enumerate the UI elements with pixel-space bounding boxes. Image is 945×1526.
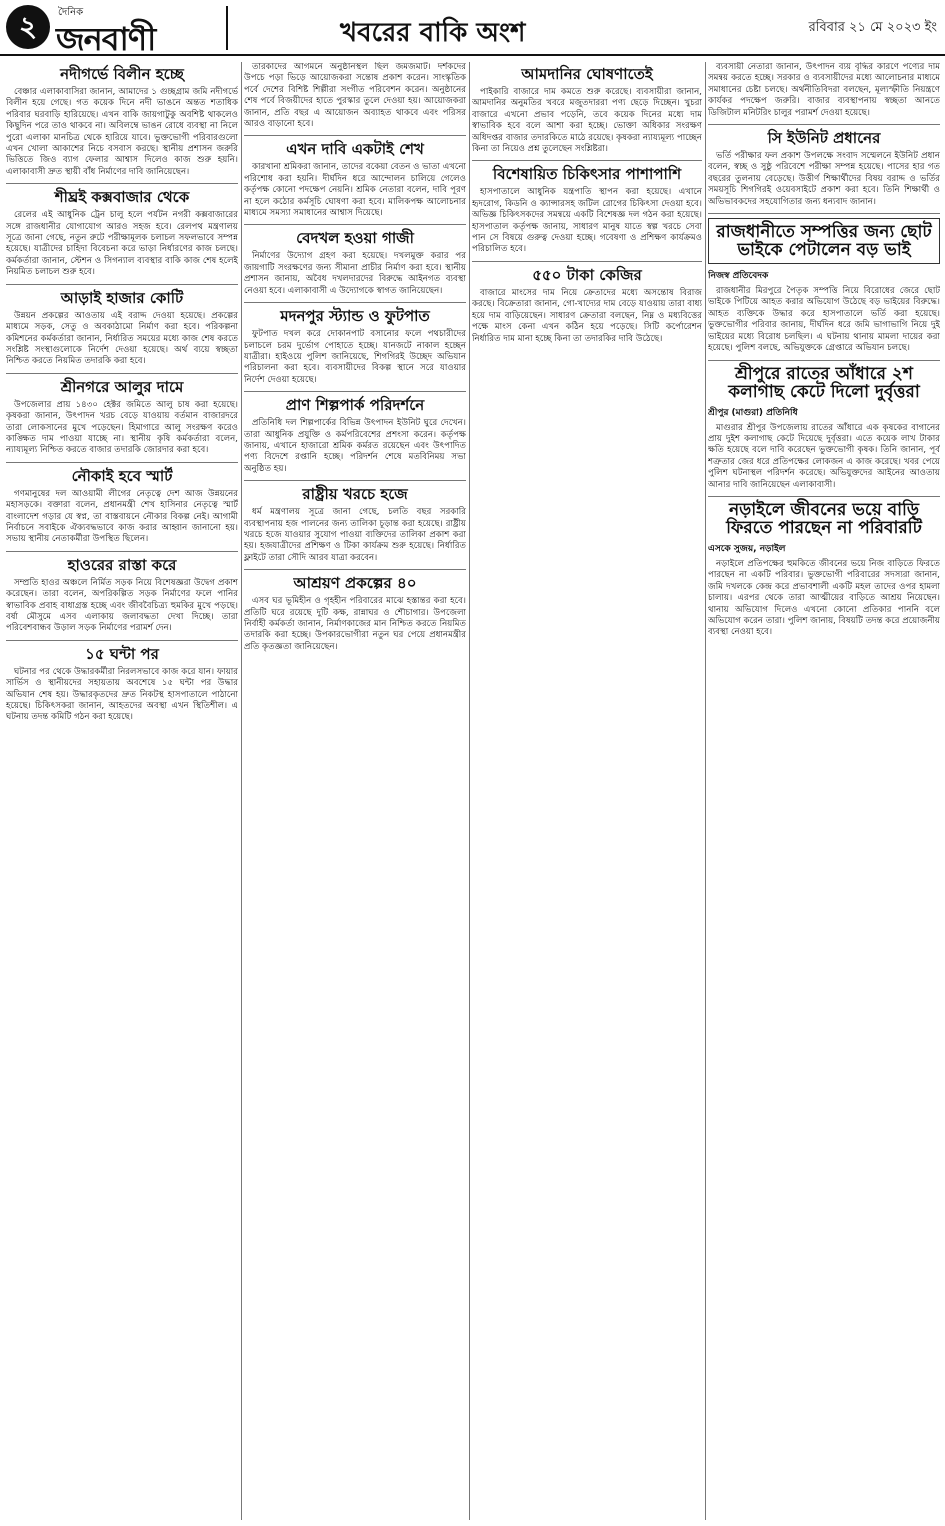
- story: [6, 556, 238, 635]
- story: [708, 501, 940, 639]
- divider: [244, 224, 466, 225]
- column-4: [708, 62, 940, 1522]
- story-body: সম্প্রতি হাওর অঞ্চলে নির্মিত সড়ক নিয়ে বিশেষজ্ঞরা উদ্বেগ প্রকাশ করেছেন। তারা বলেন, অপরিকল্পিত সড়ক নির্মাণের ফলে পানির স্বাভাবিক প্রবাহ বাধাগ্রস্ত হচ্ছে এবং জীববৈচিত্র্য হুমকির মুখে পড়ছে। বর্ষা মৌসুমে এসব এলাকায় জলাবদ্ধতা দেখা দিচ্ছে। তারা পরিবেশবান্ধব উড়াল সড়ক নির্মাণের পরামর্শ দেন।: [6, 577, 238, 634]
- divider: [708, 124, 940, 125]
- page-number: ২: [6, 5, 50, 49]
- headline: প্রাণ শিল্পপার্ক পরিদর্শনে: [285, 396, 425, 415]
- story-body: নির্মাণের উদ্যোগ গ্রহণ করা হয়েছে। দখলমুক্ত করার পর জায়গাটি সংরক্ষণের জন্য সীমানা প্রাচীর নির্মাণ করা হবে। স্থানীয় প্রশাসন জানায়, অবৈধ দখলদারদের বিরুদ্ধে আইনগত ব্যবস্থা নেওয়া হবে। এলাকাবাসী এ উদ্যোগকে স্বাগত জানিয়েছেন।: [244, 251, 466, 296]
- divider: [708, 360, 940, 361]
- divider: [244, 480, 466, 481]
- divider: [244, 135, 466, 136]
- byline: শ্রীপুর (মাগুরা) প্রতিনিধি: [708, 407, 798, 418]
- headline: শীঘ্রই কক্সবাজার থেকে: [54, 188, 190, 207]
- divider: [6, 183, 238, 184]
- headline: মদনপুর স্ট্যান্ড ও ফুটপাত: [280, 307, 430, 326]
- story-body: গণমানুষের দল আওয়ামী লীগের নেতৃত্বে দেশ আজ উন্নয়নের মহাসড়কে। বক্তারা বলেন, প্রধানমন্ত্রী শেখ হাসিনার নেতৃত্বে স্মার্ট বাংলাদেশ গড়ার যে স্বপ্ন, তা বাস্তবায়নে নৌকার বিকল্প নেই। আগামী নির্বাচনে সবাইকে ঐক্যবদ্ধভাবে কাজ করার আহ্বান জানানো হয়। সভায় স্থানীয় নেতাকর্মীরা উপস্থিত ছিলেন।: [6, 488, 238, 545]
- story-body: বাজারে মাংসের দাম নিয়ে ক্রেতাদের মধ্যে অসন্তোষ বিরাজ করছে। বিক্রেতারা জানান, গো-খাদ্যের দাম বেড়ে যাওয়ায় তারা বাধ্য হয়ে দাম বাড়িয়েছেন। সাধারণ ক্রেতারা বলছেন, নিম্ন ও মধ্যবিত্তের পক্ষে মাংস কেনা এখন কঠিন হয়ে পড়েছে। সিটি কর্পোরেশন নির্ধারিত দাম মানা হচ্ছে কিনা তা তদারকির দাবি উঠেছে।: [472, 287, 702, 344]
- column-divider: [469, 62, 470, 1520]
- masthead-divider: [226, 6, 228, 50]
- divider: [244, 302, 466, 303]
- divider: [708, 496, 940, 497]
- headline: বিশেষায়িত চিকিৎসার পাশাপাশি: [492, 165, 682, 184]
- story-body: তারকাদের আগমনে অনুষ্ঠানস্থল ছিল জমজমাট। দর্শকদের উপচে পড়া ভিড়ে আয়োজকরা সন্তোষ প্রকাশ করেন। সাংস্কৃতিক পর্বে দেশের বিশিষ্ট শিল্পীরা সংগীত পরিবেশন করেন। অনুষ্ঠানের শেষ পর্বে বিজয়ীদের হাতে পুরস্কার তুলে দেওয়া হয়। আয়োজকরা জানান, প্রতি বছর এ আয়োজন অব্যাহত থাকবে এবং পরিসর আরও বাড়ানো হবে।: [244, 62, 466, 130]
- story-body: ধর্ম মন্ত্রণালয় সূত্রে জানা গেছে, চলতি বছর সরকারি ব্যবস্থাপনায় হজ পালনের জন্য তালিকা চূড়ান্ত করা হয়েছে। রাষ্ট্রীয় খরচে হজে যাওয়ার সুযোগ পাওয়া ব্যক্তিদের তালিকা প্রকাশ করা হয়। হজযাত্রীদের প্রশিক্ষণ ও টিকা কার্যক্রম শুরু হয়েছে। নির্ধারিত ফ্লাইটে তারা সৌদি আরব যাত্রা করবেন।: [244, 507, 466, 563]
- story: [6, 65, 238, 178]
- headline: হাওরের রাস্তা করে: [67, 555, 177, 574]
- story: [244, 574, 466, 653]
- column-divider: [241, 62, 242, 1520]
- story-body: কারখানা শ্রমিকরা জানান, তাদের বকেয়া বেতন ও ভাতা এখনো পরিশোধ করা হয়নি। দীর্ঘদিন ধরে আন্দোলন চালিয়ে গেলেও কর্তৃপক্ষ কোনো পদক্ষেপ নেয়নি। শ্রমিক নেতারা বলেন, দাবি পূরণ না হলে কঠোর কর্মসূচি ঘোষণা করা হবে। মালিকপক্ষ আলোচনার মাধ্যমে সমস্যা সমাধানের আশ্বাস দিয়েছে।: [244, 162, 466, 219]
- headline: রাজধানীতে সম্পত্তির জন্য ছোট ভাইকে পেটালেন বড় ভাই: [708, 218, 940, 264]
- story: [6, 645, 238, 724]
- story-body: ভর্তি পরীক্ষার ফল প্রকাশ উপলক্ষে সংবাদ সম্মেলনে ইউনিট প্রধান বলেন, স্বচ্ছ ও সুষ্ঠু পরিবেশে পরীক্ষা সম্পন্ন হয়েছে। পাসের হার গত বছরের তুলনায় বেড়েছে। উত্তীর্ণ শিক্ষার্থীদের বিষয় বরাদ্দ ও ভর্তির সময়সূচি শিগগিরই ওয়েবসাইটে প্রকাশ করা হবে। তিনি শিক্ষার্থী ও অভিভাবকদের সহযোগিতার জন্য ধন্যবাদ জানান।: [708, 151, 940, 207]
- byline: এসকে সুজয়, নড়াইল: [708, 543, 786, 554]
- story: [708, 365, 940, 491]
- story-body: এসব ঘর ভূমিহীন ও গৃহহীন পরিবারের মাঝে হস্তান্তর করা হবে। প্রতিটি ঘরে রয়েছে দুটি কক্ষ, রান্নাঘর ও শৌচাগার। উপজেলা নির্বাহী কর্মকর্তা জানান, নির্মাণকাজের মান নিশ্চিত করতে নিয়মিত তদারকি করা হচ্ছে। উপকারভোগীরা নতুন ঘর পেয়ে প্রধানমন্ত্রীর প্রতি কৃতজ্ঞতা জানিয়েছেন।: [244, 596, 466, 652]
- story: [244, 485, 466, 564]
- divider: [472, 160, 702, 161]
- headline: নদীগর্ভে বিলীন হচ্ছে: [60, 65, 184, 83]
- story: [244, 140, 466, 219]
- headline: আমদানির ঘোষণাতেই: [521, 65, 653, 83]
- column-2: [244, 62, 466, 1522]
- page-date: রবিবার ২১ মে ২০২৩ ইং: [808, 20, 937, 35]
- divider: [708, 213, 940, 214]
- divider: [6, 373, 238, 374]
- story-body: হাসপাতালে আধুনিক যন্ত্রপাতি স্থাপন করা হয়েছে। এখানে হৃদরোগ, কিডনি ও ক্যান্সারসহ জটিল রোগের চিকিৎসা দেওয়া হবে। অভিজ্ঞ চিকিৎসকদের সমন্বয়ে একটি বিশেষজ্ঞ দল গঠন করা হয়েছে। হাসপাতাল কর্তৃপক্ষ জানায়, সাধারণ মানুষ যাতে স্বল্প খরচে সেবা পান সে বিষয়ে গুরুত্ব দেওয়া হচ্ছে। গবেষণা ও প্রশিক্ষণ কার্যক্রমও পরিচালিত হবে।: [472, 187, 702, 255]
- masthead: [0, 0, 945, 56]
- headline: বেদখল হওয়া গাজী: [296, 229, 414, 248]
- headline: এখন দাবি একটাই শেখ: [286, 140, 424, 159]
- byline: নিজস্ব প্রতিবেদক: [708, 271, 769, 282]
- divider: [6, 640, 238, 641]
- divider: [244, 391, 466, 392]
- column-3: [472, 62, 702, 1522]
- column-1: [6, 62, 238, 1522]
- story: [244, 62, 466, 130]
- headline: ৫৫০ টাকা কেজির: [532, 265, 642, 284]
- page-title: খবরের বাকি অংশ: [340, 18, 526, 48]
- headline: শ্রীপুরে রাতের আঁধারে ২শ কলাগাছ কেটে দিলো দুর্বৃত্তরা: [728, 363, 920, 402]
- divider: [6, 284, 238, 285]
- story: [244, 229, 466, 297]
- story: [6, 188, 238, 278]
- story: [472, 165, 702, 255]
- story-body: রাজধানীর মিরপুরে পৈতৃক সম্পত্তি নিয়ে বিরোধের জেরে ছোট ভাইকে পিটিয়ে আহত করার অভিযোগ উঠেছে বড় ভাইয়ের বিরুদ্ধে। আহত ব্যক্তিকে উদ্ধার করে হাসপাতালে ভর্তি করা হয়েছে। ভুক্তভোগীর পরিবার জানায়, দীর্ঘদিন ধরে জমি ভাগাভাগি নিয়ে দুই ভাইয়ের মধ্যে বিরোধ চলছিল। এ ঘটনায় থানায় মামলা দায়ের করা হয়েছে। পুলিশ বলছে, অভিযুক্তকে গ্রেপ্তারে অভিযান চলছে।: [708, 286, 940, 354]
- headline: রাষ্ট্রীয় খরচে হজে: [302, 485, 408, 504]
- story: [6, 289, 238, 368]
- newspaper-logo: জনবাণী: [56, 20, 156, 58]
- story: [244, 307, 466, 386]
- divider: [244, 569, 466, 570]
- story-body: রেলের এই আধুনিক ট্রেন চালু হলে পর্যটন নগরী কক্সবাজারের সঙ্গে রাজধানীর যোগাযোগ আরও সহজ হবে। রেলপথ মন্ত্রণালয় সূত্রে জানা গেছে, নতুন রুটে পরীক্ষামূলক চলাচল সফলভাবে সম্পন্ন হয়েছে। যাত্রীদের চাহিদা বিবেচনা করে ভাড়া নির্ধারণের কাজ চলছে। কর্মকর্তারা জানান, স্টেশন ও সিগন্যাল ব্যবস্থার বাকি কাজ শেষ হলেই নিয়মিত চলাচল শুরু হবে।: [6, 210, 238, 278]
- story-body: উন্নয়ন প্রকল্পের আওতায় এই বরাদ্দ দেওয়া হয়েছে। প্রকল্পের মাধ্যমে সড়ক, সেতু ও অবকাঠামো নির্মাণ করা হবে। পরিকল্পনা কমিশনের কর্মকর্তারা জানান, নির্ধারিত সময়ের মধ্যে কাজ শেষ করতে সংশ্লিষ্ট সংস্থাগুলোকে নির্দেশ দেওয়া হয়েছে। অর্থ ব্যয়ে স্বচ্ছতা নিশ্চিত করতে নিয়মিত তদারকি করা হবে।: [6, 310, 238, 367]
- story: [708, 129, 940, 208]
- headline: নৌকাই হবে স্মার্ট: [71, 466, 173, 485]
- story: [708, 218, 940, 354]
- divider: [6, 462, 238, 463]
- story: [6, 467, 238, 546]
- story-body: পাইকারি বাজারে দাম কমতে শুরু করেছে। ব্যবসায়ীরা জানান, আমদানির অনুমতির খবরে মজুতদাররা পণ্য ছেড়ে দিচ্ছেন। খুচরা বাজারে এখনো প্রভাব পড়েনি, তবে কয়েক দিনের মধ্যে দাম স্বাভাবিক হবে বলে আশা করা হচ্ছে। ভোক্তা অধিকার সংরক্ষণ অধিদপ্তর বাজার তদারকিতে মাঠে রয়েছে। কৃষকরা ন্যায্যমূল্য পাচ্ছেন কিনা তা নিয়েও প্রশ্ন তুলেছেন সংশ্লিষ্টরা।: [472, 87, 702, 155]
- divider: [472, 261, 702, 262]
- story-body: প্রতিনিধি দল শিল্পপার্কের বিভিন্ন উৎপাদন ইউনিট ঘুরে দেখেন। তারা আধুনিক প্রযুক্তি ও কর্মপরিবেশের প্রশংসা করেন। কর্তৃপক্ষ জানায়, এখানে হাজারো শ্রমিক কর্মরত রয়েছেন এবং উৎপাদিত পণ্য বিদেশে রপ্তানি হচ্ছে। পরিদর্শন শেষে মতবিনিময় সভা অনুষ্ঠিত হয়।: [244, 418, 466, 474]
- story: [708, 62, 940, 119]
- story-body: ফুটপাত দখল করে দোকানপাট বসানোর ফলে পথচারীদের চলাচলে চরম দুর্ভোগ পোহাতে হচ্ছে। যানজটে নাকাল হচ্ছেন যাত্রীরা। হাইওয়ে পুলিশ জানিয়েছে, শিগগিরই উচ্ছেদ অভিযান পরিচালনা করা হবে। ব্যবসায়ীদের বিকল্প স্থানে সরে যাওয়ার নির্দেশ দেওয়া হয়েছে।: [244, 329, 466, 385]
- story: [6, 378, 238, 457]
- story-body: বেঞ্চার এলাকাবাসিরা জানান, আমাদের ১ গুচ্ছগ্রাম জমি নদীগর্ভে বিলীন হয়ে গেছে। গত কয়েক দিনে নদী ভাঙনে অন্তত শতাধিক পরিবার ঘরবাড়ি হারিয়েছে। এখন বাকি জায়গাটুকু অবশিষ্ট থাকলেও কিছুদিন পরে তাও থাকবে না। অবিলম্বে ভাঙন রোধে ব্যবস্থা না নিলে পুরো এলাকা মানচিত্র থেকে হারিয়ে যাবে। ভুক্তভোগী পরিবারগুলো এখন খোলা আকাশের নিচে বসবাস করছে। স্থানীয় প্রশাসন জরুরি ভিত্তিতে জিও ব্যাগ ফেলার আশ্বাস দিলেও কাজ শুরু হয়নি। এলাকাবাসী দ্রুত স্থায়ী বাঁধ নির্মাণের দাবি জানিয়েছেন।: [6, 87, 238, 177]
- story-body: উপজেলার প্রায় ১৪৩০ হেক্টর জমিতে আলু চাষ করা হয়েছে। কৃষকরা জানান, উৎপাদন খরচ বেড়ে যাওয়ায় বর্তমান বাজারদরে তারা লোকসানের মুখে পড়েছেন। হিমাগারে আলু সংরক্ষণ করেও কাঙ্ক্ষিত দাম পাওয়া যাচ্ছে না। স্থানীয় কৃষি কর্মকর্তারা বলেন, ন্যায্যমূল্য নিশ্চিত করতে বাজার তদারকি জোরদার করা হবে।: [6, 399, 238, 456]
- story-body: ঘটনার পর থেকে উদ্ধারকর্মীরা নিরলসভাবে কাজ করে যান। ফায়ার সার্ভিস ও স্থানীয়দের সহায়তায় অবশেষে ১৫ ঘন্টা পর উদ্ধার অভিযান শেষ হয়। উদ্ধারকৃতদের দ্রুত নিকটস্থ হাসপাতালে পাঠানো হয়েছে। চিকিৎসকরা জানান, আহতদের অবস্থা এখন স্থিতিশীল। এ ঘটনায় তদন্ত কমিটি গঠন করা হয়েছে।: [6, 666, 238, 723]
- story: [472, 266, 702, 345]
- story: [472, 65, 702, 155]
- story-body: নড়াইলে প্রতিপক্ষের হুমকিতে জীবনের ভয়ে নিজ বাড়িতে ফিরতে পারছেন না একটি পরিবার। ভুক্তভোগী পরিবারের সদস্যরা জানান, জমি দখলকে কেন্দ্র করে প্রভাবশালী একটি মহল তাদের ওপর হামলা চালায়। এরপর থেকে তারা আত্মীয়ের বাড়িতে আশ্রয় নিয়েছেন। থানায় অভিযোগ দিলেও এখনো কোনো প্রতিকার পাননি বলে অভিযোগ করেন তারা। পুলিশ জানায়, বিষয়টি তদন্ত করে প্রয়োজনীয় ব্যবস্থা নেওয়া হবে।: [708, 558, 940, 638]
- story: [244, 396, 466, 475]
- logo-prefix: দৈনিক: [58, 7, 84, 18]
- story-body: মাগুরার শ্রীপুর উপজেলায় রাতের আঁধারে এক কৃষকের বাগানের প্রায় দুইশ কলাগাছ কেটে দিয়েছে দুর্বৃত্তরা। এতে কয়েক লাখ টাকার ক্ষতি হয়েছে বলে দাবি করেছেন ভুক্তভোগী কৃষক। তিনি জানান, পূর্ব শত্রুতার জের ধরে প্রতিপক্ষের লোকজন এ কাজ করেছে। খবর পেয়ে পুলিশ ঘটনাস্থল পরিদর্শন করেছে। অভিযুক্তদের আইনের আওতায় আনার দাবি জানিয়েছেন এলাকাবাসী।: [708, 422, 940, 490]
- headline: ১৫ ঘন্টা পর: [85, 644, 159, 663]
- column-divider: [705, 62, 706, 1520]
- headline: সি ইউনিট প্রধানের: [767, 129, 881, 148]
- story-body: ব্যবসায়ী নেতারা জানান, উৎপাদন ব্যয় বৃদ্ধির কারণে পণ্যের দাম সমন্বয় করতে হচ্ছে। সরকার ও ব্যবসায়ীদের মধ্যে আলোচনার মাধ্যমে সমাধানের চেষ্টা চলছে। অর্থনীতিবিদরা বলছেন, মূল্যস্ফীতি নিয়ন্ত্রণে কার্যকর পদক্ষেপ জরুরি। বাজার ব্যবস্থাপনায় স্বচ্ছতা আনতে ডিজিটাল মনিটরিং চালুর পরামর্শ দেওয়া হয়েছে।: [708, 62, 940, 118]
- headline: আশ্রয়ণ প্রকল্পের ৪০: [293, 574, 417, 593]
- headline: শ্রীনগরে আলুর দামে: [60, 377, 184, 396]
- headline: আড়াই হাজার কোটি: [60, 288, 184, 307]
- headline: নড়াইলে জীবনের ভয়ে বাড়ি ফিরতে পারছেন না পরিবারটি: [726, 499, 922, 538]
- divider: [6, 551, 238, 552]
